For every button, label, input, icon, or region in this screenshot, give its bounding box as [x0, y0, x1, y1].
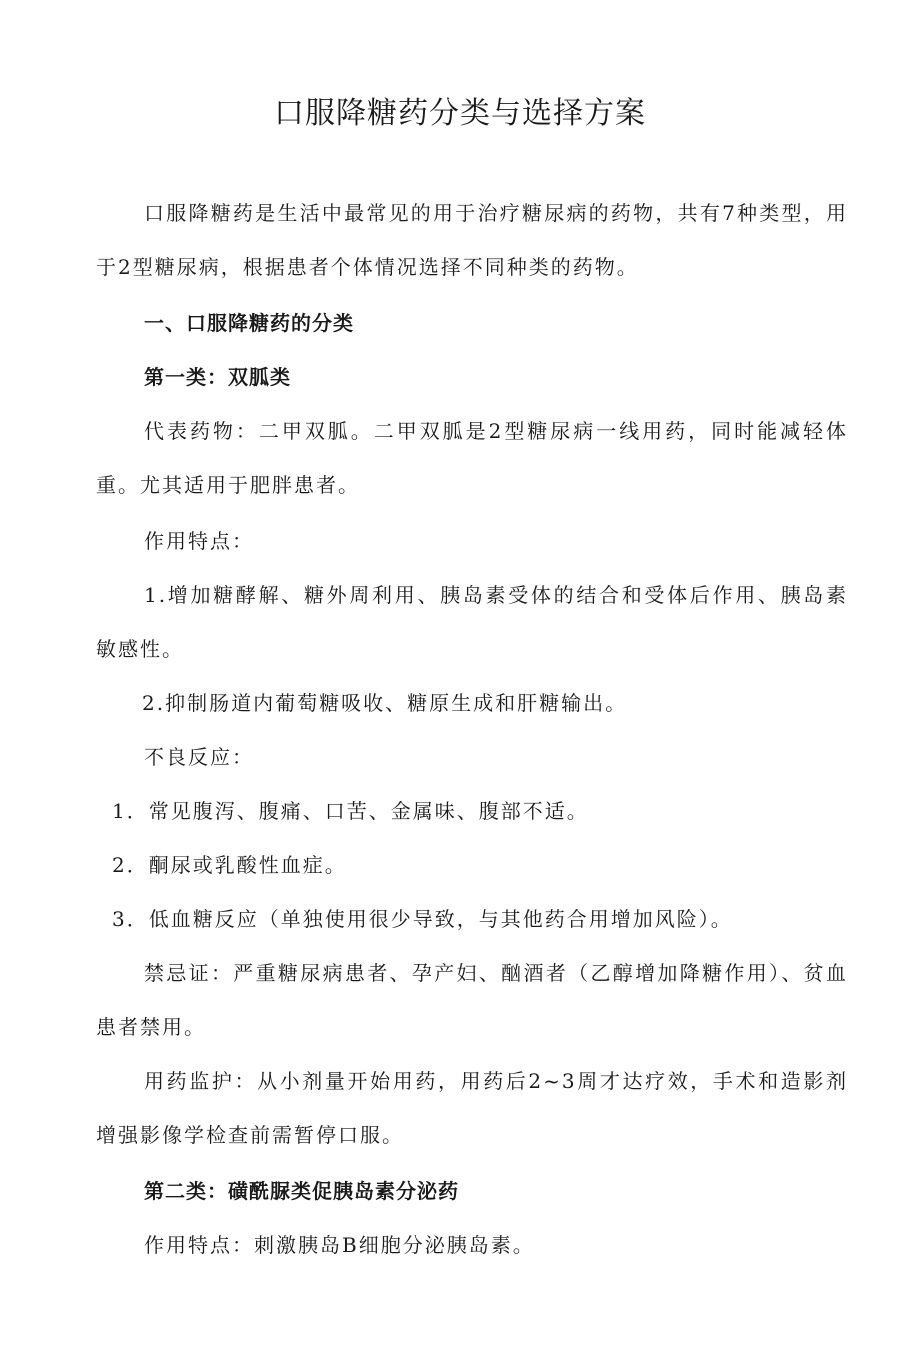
class1-adverse-1: 1．常见腹泻、腹痛、口苦、金属味、腹部不适。 [112, 799, 589, 823]
section-heading-classification: 一、口服降糖药的分类 [144, 311, 354, 335]
class1-features-label: 作用特点： [144, 529, 254, 553]
class2-heading: 第二类：磺酰脲类促胰岛素分泌药 [144, 1179, 459, 1203]
intro-paragraph: 口服降糖药是生活中最常见的用于治疗糖尿病的药物，共有7种类型，用于2型糖尿病，根据患者个体情况选择不同种类的药物。 [96, 201, 848, 279]
page-title: 口服降糖药分类与选择方案 [274, 96, 646, 131]
class1-contraindication-paragraph: 禁忌证：严重糖尿病患者、孕产妇、酗酒者（乙醇增加降糖作用）、贫血患者禁用。 [96, 961, 848, 1039]
class1-monitoring-paragraph: 用药监护：从小剂量开始用药，用药后2~3周才达疗效，手术和造影剂增强影像学检查前需暂停口服。 [96, 1069, 848, 1147]
class1-adverse-3: 3．低血糖反应（单独使用很少导致，与其他药合用增加风险）。 [112, 907, 733, 931]
class1-representative-paragraph: 代表药物：二甲双胍。二甲双胍是2型糖尿病一线用药，同时能减轻体重。尤其适用于肥胖患者。 [96, 419, 848, 497]
class1-adverse-2: 2．酮尿或乳酸性血症。 [112, 853, 347, 877]
class1-feature-1: 1.增加糖酵解、糖外周利用、胰岛素受体的结合和受体后作用、胰岛素敏感性。 [96, 583, 848, 661]
class2-features-paragraph: 作用特点：刺激胰岛B细胞分泌胰岛素。 [144, 1233, 535, 1257]
class1-feature-2: 2.抑制肠道内葡萄糖吸收、糖原生成和肝糖输出。 [142, 691, 628, 715]
class1-adverse-label: 不良反应： [144, 745, 254, 769]
class1-heading: 第一类：双胍类 [144, 365, 291, 389]
